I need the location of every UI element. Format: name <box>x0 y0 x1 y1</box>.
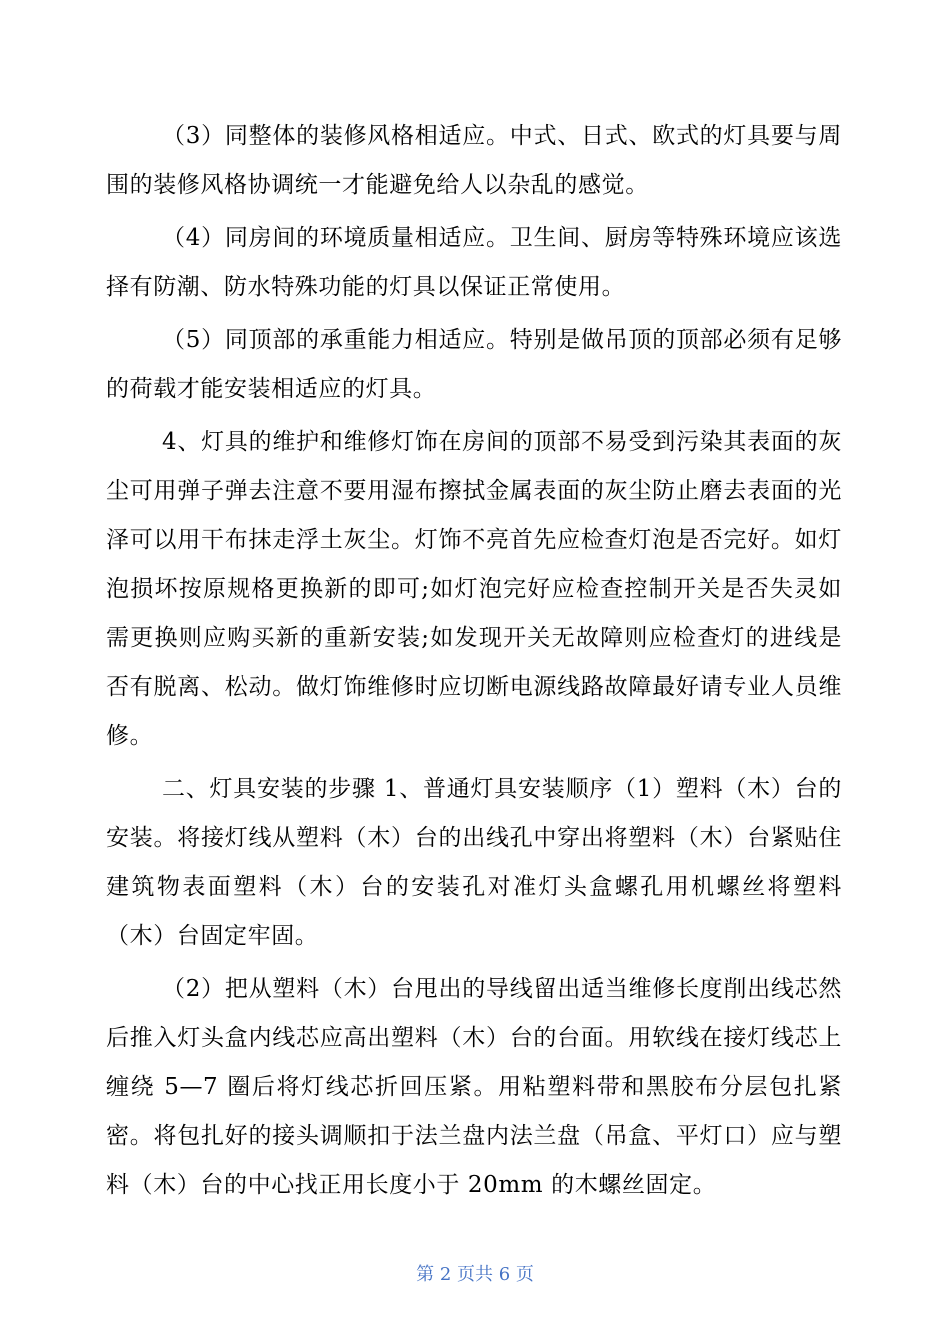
paragraph-item-5: （5）同顶部的承重能力相适应。特别是做吊顶的顶部必须有足够的荷载才能安装相适应的灯具。 <box>106 327 842 402</box>
paragraph-item-3: （3）同整体的装修风格相适应。中式、日式、欧式的灯具要与周围的装修风格协调统一才能避免给人以杂乱的感觉。 <box>106 123 842 198</box>
paragraph-wiring: （2）把从塑料（木）台甩出的导线留出适当维修长度削出线芯然后推入灯头盒内线芯应高出塑料（木）台的台面。用软线在接灯线芯上缠绕 5—7 圈后将灯线芯折回压紧。用粘塑料带和黑胶布分层包扎紧密。将包扎好的接头调顺扣于法兰盘内法兰盘（吊盒、平灯口）应与塑料（木）台的中心找正用长度小于 20mm 的木螺丝固定。 <box>106 976 842 1198</box>
document-body <box>106 112 842 1214</box>
page-footer: 第 2 页共 6 页 <box>416 1264 534 1285</box>
paragraph-item-4: （4）同房间的环境质量相适应。卫生间、厨房等特殊环境应该选择有防潮、防水特殊功能的灯具以保证正常使用。 <box>106 225 842 300</box>
paragraph-maintenance: 4、灯具的维护和维修灯饰在房间的顶部不易受到污染其表面的灰尘可用弹子弹去注意不要用湿布擦拭金属表面的灰尘防止磨去表面的光泽可以用干布抹走浮土灰尘。灯饰不亮首先应检查灯泡是否完好。如灯泡损坏按原规格更换新的即可;如灯泡完好应检查控制开关是否失灵如需更换则应购买新的重新安装;如发现开关无故障则应检查灯的进线是否有脱离、松动。做灯饰维修时应切断电源线路故障最好请专业人员维修。 <box>106 429 842 749</box>
paragraph-installation-steps: 二、灯具安装的步骤 1、普通灯具安装顺序（1）塑料（木）台的安装。将接灯线从塑料（木）台的出线孔中穿出将塑料（木）台紧贴住建筑物表面塑料（木）台的安装孔对准灯头盒螺孔用机螺丝将塑料（木）台固定牢固。 <box>106 776 842 949</box>
